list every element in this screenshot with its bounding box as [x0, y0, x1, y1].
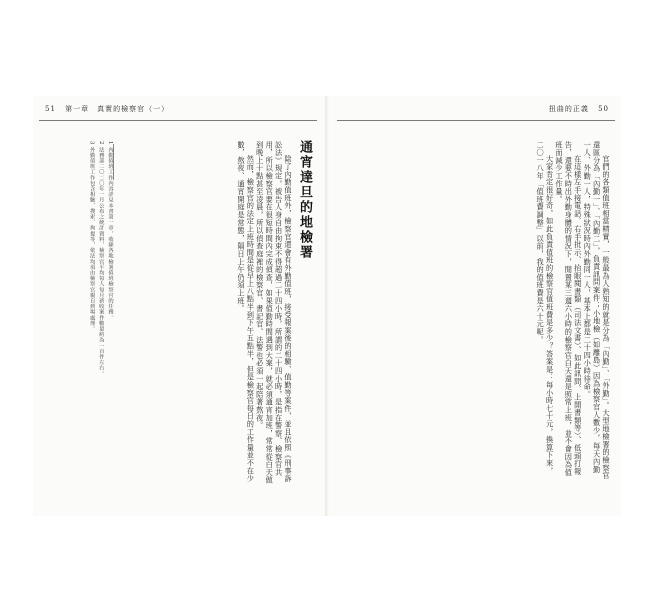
left-paragraph-2: 然而，檢察官的法定上班時間是從早上八點半到下午五點半，但是檢察官每日的工作量並不在少數，熬夜、通宵開庭是常態，隔日上午仍須上班。	[236, 141, 256, 483]
footnote-2: 2 法務部二〇二〇年一月公布之統計資料，檢察官平均每人每月新收案件數量約為一百件左右。	[97, 141, 104, 377]
right-page	[329, 96, 621, 516]
left-page-number: 51	[45, 105, 56, 113]
right-running-head	[549, 104, 615, 114]
left-running-head	[39, 104, 169, 114]
right-paragraph-1: 官們的各類值班相當精實，一般最為人熟知的就是分為「內勤」、「外勤」。大型地檢署的檢察官還區分為「內勤一」、「內勤二」，負責訊問案件；小地檢（如離島）因為檢察官人數少，每天內勤一人、外勤一人，特殊狀況時內外勤同一人，基本上都是二十四小時待命。	[583, 141, 611, 480]
right-running-title: 扭曲的正義	[548, 105, 589, 113]
left-running-title: 第一章 真實的檢察官（一）	[65, 105, 170, 113]
left-paragraph-1: 除了內勤值班外，檢察官還會有外勤值班，接受報案後的相驗、值勤等案件，並且依照《刑事訴訟法》規定，被告人身自由拘束不得超過二十四小時，所謂的二十四小時，是指在警察、檢察官共用，所以檢察官要在很短時間內完成偵查，如果值勤時間遇到大案，就必須通宵加班，常常從白天做到晚上十點甚至凌晨，所以偵查庭裡的檢察官、書記官、法警也必須一起陪著熬夜。	[255, 141, 293, 485]
footnote-1: 1 內勤值班工作內容詳見本書第一章，收錄各地檢署值班檢察官的任務。	[107, 141, 113, 321]
right-header-rule	[337, 120, 615, 121]
right-paragraph-3: 大家肯定很好奇，如此負責值班的檢察官值班費是多少？答案是：每小時七十元，換算下來，二〇一八年「值班費調整」以前，我的值班費是六十元呢。	[536, 141, 555, 476]
right-body-text	[339, 141, 611, 481]
footnote-3: 3 外勤值班工作包含相驗、搜索、拘提等，依法均須由檢察官親自到場處理。	[88, 141, 95, 332]
left-header-rule	[39, 120, 317, 121]
right-paragraph-2: 在這樣左手接電話、右手批示、抬眼閱書類（司法文書）、如此訊問、上開書類等）、低頭打報告，還要不時出外勤身體的情況下，閒置某三週六小時的檢察官白天還是照常上班，並不會因為值班而減少工作量。	[554, 141, 583, 477]
footnote-separator	[113, 144, 114, 180]
footnotes	[41, 141, 113, 471]
right-page-number: 50	[598, 105, 609, 113]
left-body-text	[119, 141, 293, 486]
left-page	[33, 96, 325, 516]
section-title: 通宵達旦的地檢署	[297, 140, 312, 260]
